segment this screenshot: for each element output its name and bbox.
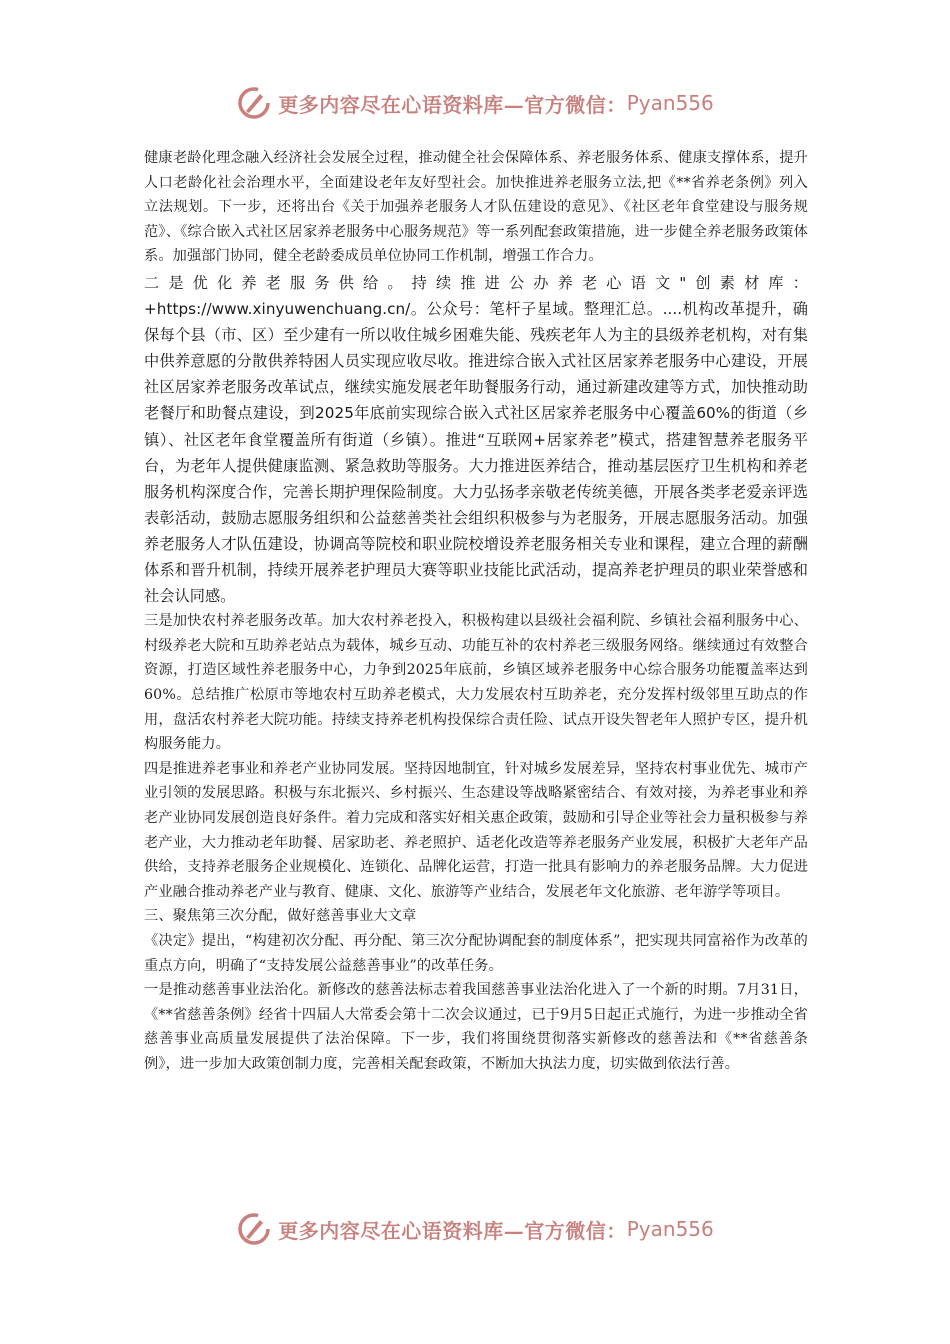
- footer-watermark-banner: [0, 1204, 950, 1254]
- brush-logo-icon: [236, 85, 272, 121]
- banner-text: 更多内容尽在心语资料库—官方微信：: [278, 92, 627, 117]
- banner-wechat-id: Pyan556: [626, 1217, 714, 1241]
- banner-wechat-id: Pyan556: [626, 91, 714, 115]
- paragraph-decision: 《决定》提出，“构建初次分配、再分配、第三次分配协调配套的制度体系”，把实现共同富裕作为改革的重点方向，明确了“支持发展公益慈善事业”的改革任务。: [144, 932, 808, 974]
- paragraph-section-2: 二是优化养老服务供给。持续推进公办养老心语文"创素材库：+https://www.xinyuwenchuang.cn/。公众号：笔杆子星域。整理汇总。....机构改革提升，确保每个县（市、区）至少建有一所以收住城乡困难失能、残疾老年人为主的县级养老机构，对有集中供养意愿的分散供养特困人员实现应收尽收。推进综合嵌入式社区居家养老服务中心建设，开展社区居家养老服务改革试点，继续实施发展老年助餐服务行动，通过新建改建等方式，加快推动助老餐厅和助餐点建设，到2025年底前实现综合嵌入式社区居家养老服务中心覆盖60%的街道（乡镇）、社区老年食堂覆盖所有街道（乡镇）。推进“互联网+居家养老”模式，搭建智慧养老服务平台，为老年人提供健康监测、紧急救助等服务。大力推进医养结合，推动基层医疗卫生机构和养老服务机构深度合作，完善长期护理保险制度。大力弘扬孝亲敬老传统美德，开展各类孝老爱亲评选表彰活动，鼓励志愿服务组织和公益慈善类社会组织积极参与为老服务，开展志愿服务活动。加强养老服务人才队伍建设，协调高等院校和职业院校增设养老服务相关专业和课程，建立合理的薪酬体系和晋升机制，持续开展养老护理员大赛等职业技能比武活动，提高养老护理员的职业荣誉感和社会认同感。: [144, 273, 808, 606]
- banner-text: 更多内容尽在心语资料库—官方微信：: [278, 1218, 627, 1243]
- document-body: [144, 146, 808, 1076]
- section-heading: 三、聚焦第三次分配，做好慈善事业大文章: [144, 908, 417, 925]
- paragraph-charity-law: 一是推动慈善事业法治化。新修改的慈善法标志着我国慈善事业法治化进入了一个新的时期。7月31日，《**省慈善条例》经省十四届人大常委会第十二次会议通过，已于9月5日起正式施行，为进一步推动全省慈善事业高质量发展提供了法治保障。下一步，我们将围绕贯彻落实新修改的慈善法和《**省慈善条例》，进一步加大政策创制力度，完善相关配套政策，不断加大执法力度，切实做到依法行善。: [144, 982, 808, 1072]
- header-watermark-banner: [0, 78, 950, 128]
- paragraph-section-4: 四是推进养老事业和养老产业协同发展。坚持因地制宜，针对城乡发展差异，坚持农村事业优先、城市产业引领的发展思路。积极与东北振兴、乡村振兴、生态建设等战略紧密结合、有效对接，为养老事业和养老产业协同发展创造良好条件。着力完成和落实好相关惠企政策，鼓励和引导企业等社会力量积极参与养老产业，大力推动老年助餐、居家助老、养老照护、适老化改造等养老服务产业发展，积极扩大老年产品供给，支持养老服务企业规模化、连锁化、品牌化运营，打造一批具有影响力的养老服务品牌。大力促进产业融合推动养老产业与教育、健康、文化、旅游等产业结合，发展老年文化旅游、老年游学等项目。: [144, 760, 808, 900]
- paragraph-section-3: 三是加快农村养老服务改革。加大农村养老投入，积极构建以县级社会福利院、乡镇社会福利服务中心、村级养老大院和互助养老站点为载体，城乡互动、功能互补的农村养老三级服务网络。继续通过有效整合资源，打造区域性养老服务中心，力争到2025年底前，乡镇区域养老服务中心综合服务功能覆盖率达到60%。总结推广松原市等地农村互助养老模式，大力发展农村互助养老，充分发挥村级邻里互助点的作用，盘活农村养老大院功能。持续支持养老机构投保综合责任险、试点开设失智老年人照护专区，提升机构服务能力。: [144, 613, 808, 753]
- paragraph-intro: 健康老龄化理念融入经济社会发展全过程，推动健全社会保障体系、养老服务体系、健康支撑体系，提升人口老龄化社会治理水平，全面建设老年友好型社会。加快推进养老服务立法,把《**省养老条例》列入立法规划。下一步，还将出台《关于加强养老服务人才队伍建设的意见》、《社区老年食堂建设与服务规范》、《综合嵌入式社区居家养老服务中心服务规范》等一系列配套政策措施，进一步健全养老服务政策体系。加强部门协同，健全老龄委成员单位协同工作机制，增强工作合力。: [144, 150, 808, 265]
- brush-logo-icon: [236, 1211, 272, 1247]
